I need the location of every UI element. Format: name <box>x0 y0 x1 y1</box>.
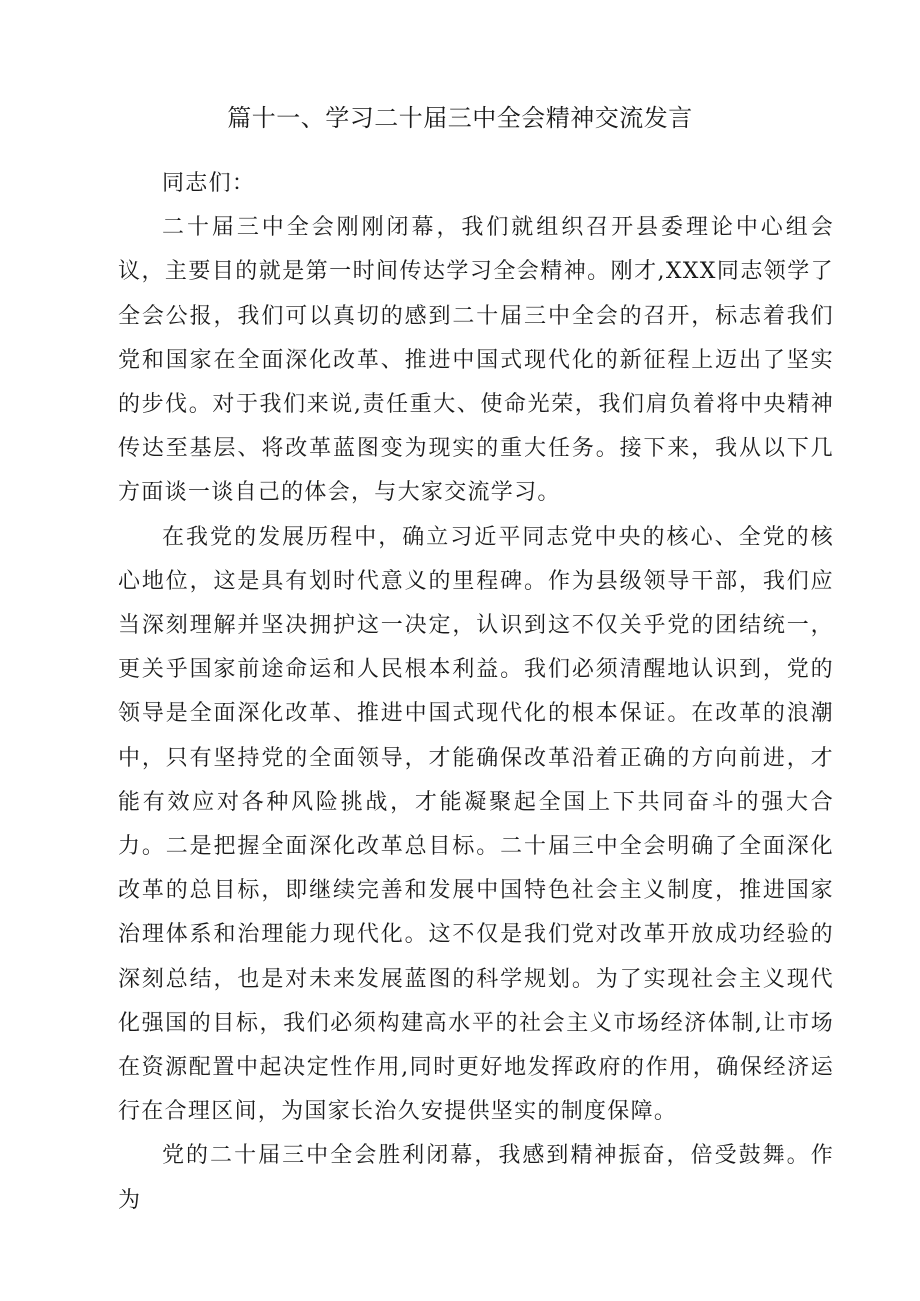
document-title: 篇十一、学习二十届三中全会精神交流发言 <box>227 104 693 132</box>
salutation: 同志们： <box>162 171 256 196</box>
paragraph-2: 在我党的发展历程中，确立习近平同志党中央的核心、全党的核心地位，这是具有划时代意义的里程碑。作为县级领导干部，我们应当深刻理解并坚决拥护这一决定，认识到这不仅关乎党的团结统一，更关乎国家前途命运和人民根本利益。我们必须清醒地认识到，党的领导是全面深化改革、推进中国式现代化的根本保证。在改革的浪潮中，只有坚持党的全面领导，才能确保改革沿着正确的方向前进，才能有效应对各种风险挑战，才能凝聚起全国上下共同奋斗的强大合力。二是把握全面深化改革总目标。二十届三中全会明确了全面深化改革的总目标，即继续完善和发展中国特色社会主义制度，推进国家治理体系和治理能力现代化。这不仅是我们党对改革开放成功经验的深刻总结，也是对未来发展蓝图的科学规划。为了实现社会主义现代化强国的目标，我们必须构建高水平的社会主义市场经济体制,让市场在资源配置中起决定性作用,同时更好地发挥政府的作用，确保经济运行在合理区间，为国家长治久安提供坚实的制度保障。 <box>118 524 834 1125</box>
document-body <box>118 162 834 1223</box>
paragraph-3: 党的二十届三中全会胜利闭幕，我感到精神振奋，倍受鼓舞。作为 <box>118 1143 834 1213</box>
paragraph-1: 二十届三中全会刚刚闭幕，我们就组织召开县委理论中心组会议，主要目的就是第一时间传达学习全会精神。刚才,XXX同志领学了全会公报，我们可以真切的感到二十届三中全会的召开，标志着我们党和国家在全面深化改革、推进中国式现代化的新征程上迈出了坚实的步伐。对于我们来说,责任重大、使命光荣，我们肩负着将中央精神传达至基层、将改革蓝图变为现实的重大任务。接下来，我从以下几方面谈一谈自己的体会，与大家交流学习。 <box>118 215 834 506</box>
